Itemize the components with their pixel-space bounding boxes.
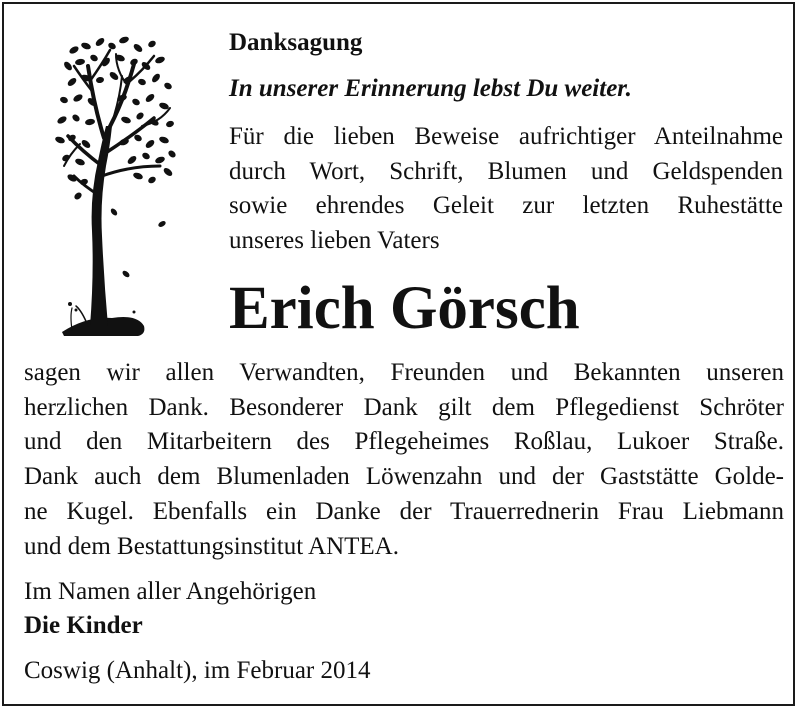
tree-with-falling-leaves-icon [42, 26, 182, 346]
greeting-line: Im Namen aller Angehörigen [24, 578, 317, 605]
obituary-notice [2, 2, 795, 706]
notice-heading: Danksagung [229, 29, 363, 56]
intro-line: sowie ehrendes Geleit zur letzten Ruhestätte [229, 192, 783, 220]
body-line: sagen wir allen Verwandten, Freunden und Bekannten unseren [24, 359, 784, 386]
body-line: Dank auch dem Blumenladen Löwenzahn und der Gaststätte Golde- [24, 463, 784, 491]
signers: Die Kinder [24, 612, 143, 639]
thanks-paragraph [24, 356, 784, 564]
intro-line: durch Wort, Schrift, Blumen und Geldspenden [229, 157, 783, 185]
intro-line: unseres lieben Vaters [229, 227, 440, 255]
notice-motto: In unserer Erinnerung lebst Du weiter. [229, 75, 632, 102]
intro-line: Für die lieben Beweise aufrichtiger Anteilnahme [229, 123, 783, 150]
deceased-name: Erich Görsch [229, 275, 580, 342]
intro-paragraph [229, 120, 783, 259]
body-line: und den Mitarbeitern des Pflegeheimes Roßlau, Lukoer Straße. [24, 428, 784, 456]
body-line: ne Kugel. Ebenfalls ein Danke der Trauerrednerin Frau Liebmann [24, 497, 784, 525]
body-line: herzlichen Dank. Besonderer Dank gilt dem Pflegedienst Schröter [24, 393, 784, 421]
place-date: Coswig (Anhalt), im Februar 2014 [24, 657, 371, 684]
body-line: und dem Bestattungsinstitut ANTEA. [24, 532, 399, 560]
